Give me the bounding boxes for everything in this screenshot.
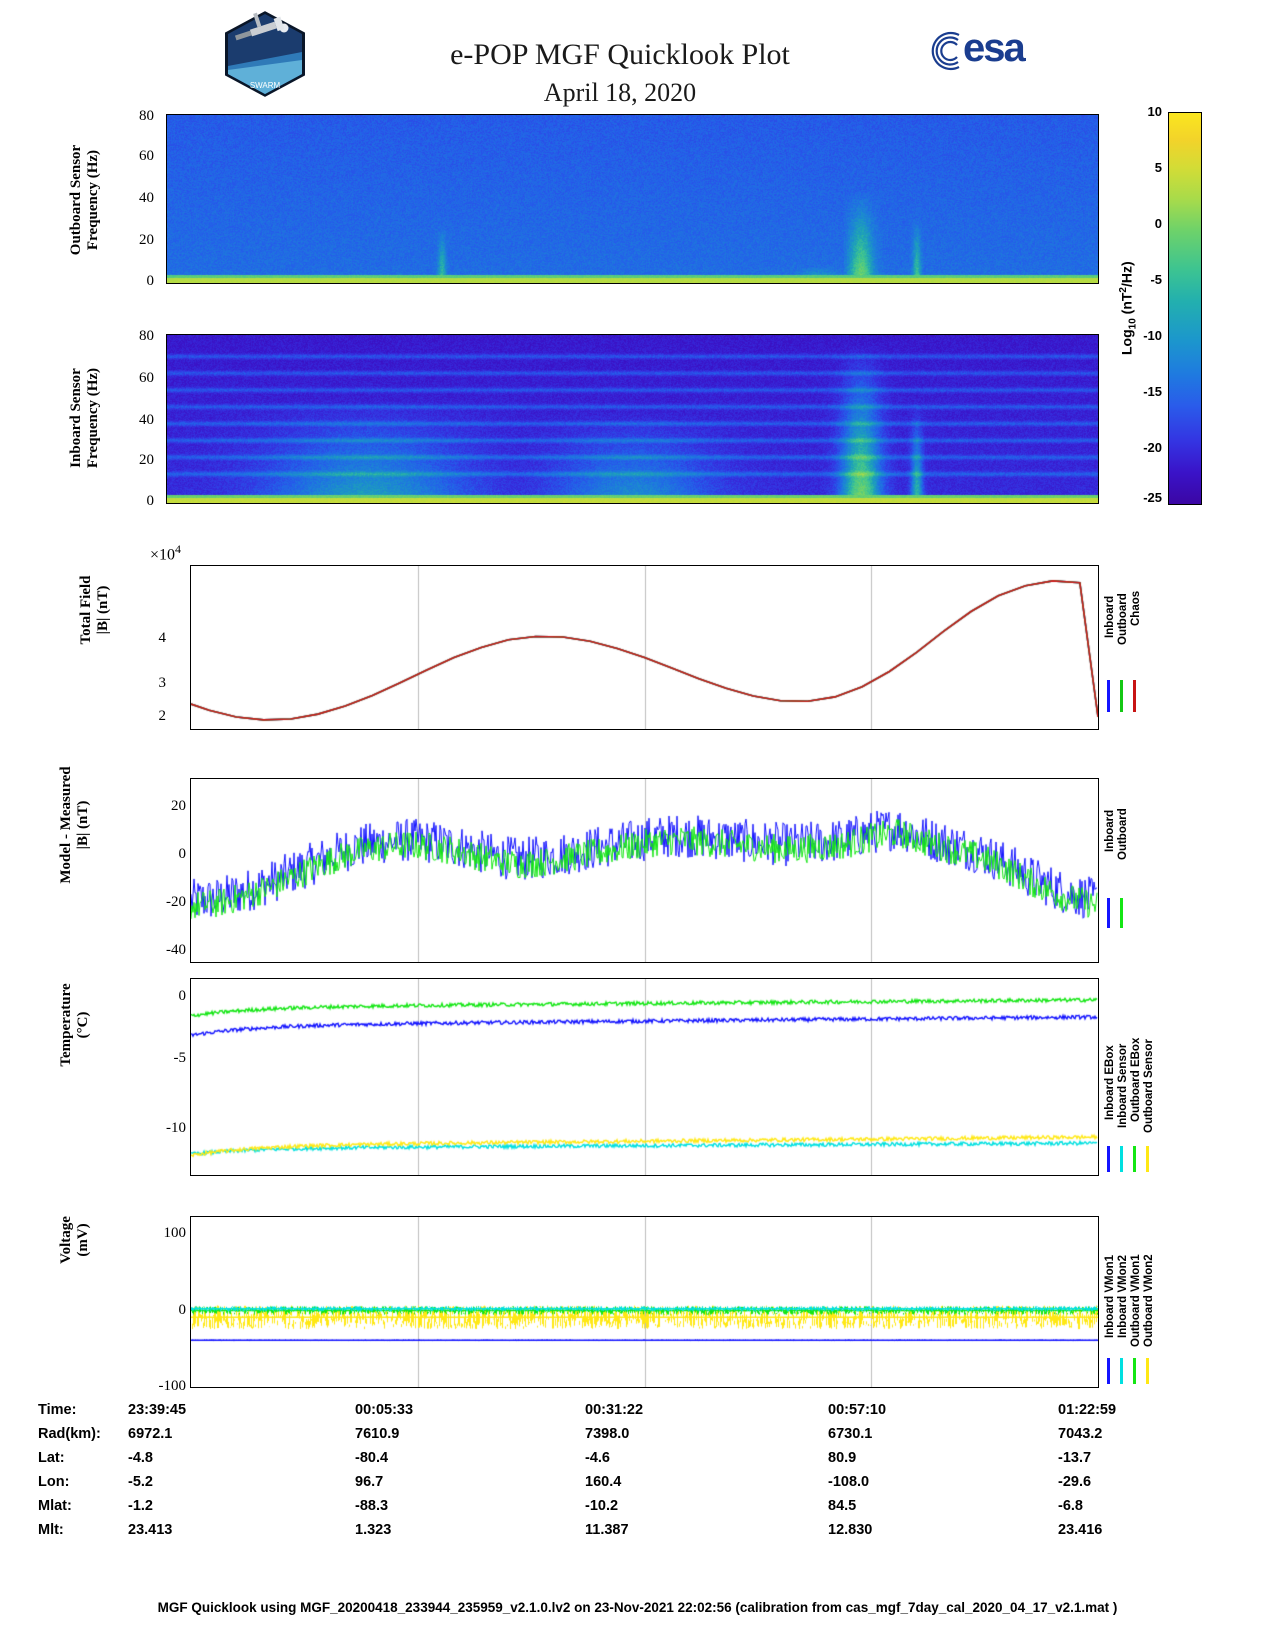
- total-field-exponent: $\times 10^4$: [150, 542, 182, 564]
- cell: 6972.1: [128, 1426, 173, 1442]
- voltage-legend-outboard-vmon2: Outboard VMon2: [1143, 1254, 1155, 1347]
- y-tick: 0: [178, 988, 186, 1004]
- model-measured-legend-outboard: Outboard: [1117, 808, 1129, 860]
- colorbar-tick: -20: [1143, 440, 1162, 455]
- voltage-legend-inboard-vmon1: Inboard VMon1: [1104, 1254, 1116, 1338]
- legend-color-inboard-sensor: [1120, 1146, 1123, 1172]
- legend-color-inboard-ebox: [1107, 1146, 1110, 1172]
- cell: -13.7: [1058, 1450, 1092, 1466]
- legend-color-inboard-vmon1: [1107, 1358, 1110, 1384]
- y-tick: 40: [139, 412, 154, 428]
- total-field-legend-outboard: Outboard: [1117, 593, 1129, 645]
- y-tick: -20: [166, 894, 186, 910]
- voltage-plot: [190, 1216, 1099, 1388]
- colorbar: [1168, 112, 1202, 505]
- cell: 00:57:10: [828, 1402, 887, 1418]
- cell: 1.323: [355, 1522, 392, 1538]
- y-tick: -10: [166, 1120, 186, 1136]
- cell: 00:05:33: [355, 1402, 414, 1418]
- legend-color-outboard: [1120, 680, 1123, 712]
- legend-color-inboard: [1107, 898, 1110, 928]
- cell: 84.5: [828, 1498, 857, 1514]
- y-tick: 60: [139, 370, 154, 386]
- model-measured-legend-inboard: Inboard: [1104, 809, 1116, 852]
- colorbar-tick: -5: [1150, 272, 1162, 287]
- total-field-legend-inboard: Inboard: [1104, 595, 1116, 638]
- y-tick: 0: [178, 1302, 186, 1318]
- cell: -10.2: [585, 1498, 619, 1514]
- esa-wordmark: esa: [963, 26, 1024, 70]
- cell: 7043.2: [1058, 1426, 1103, 1442]
- cell: 11.387: [585, 1522, 629, 1538]
- legend-color-outboard: [1120, 898, 1123, 928]
- page-header: [0, 0, 1275, 105]
- y-tick: 80: [139, 108, 154, 124]
- table-row: [0, 1474, 1275, 1498]
- cell: -4.8: [128, 1450, 153, 1466]
- legend-color-outboard-vmon2: [1146, 1358, 1149, 1384]
- row-label: Lon:: [38, 1474, 70, 1490]
- temperature-legend-outboard-sensor: Outboard Sensor: [1143, 1039, 1155, 1133]
- model-measured-plot: [190, 778, 1099, 963]
- voltage-legend-inboard-vmon2: Inboard VMon2: [1117, 1254, 1129, 1338]
- legend-color-inboard-vmon2: [1120, 1358, 1123, 1384]
- colorbar-tick: 0: [1154, 216, 1162, 231]
- y-tick: 4: [158, 630, 166, 646]
- inboard-spectrogram-ylabel: Inboard Sensor Frequency (Hz): [68, 367, 101, 469]
- colorbar-tick: 10: [1147, 104, 1162, 119]
- y-tick: 60: [139, 148, 154, 164]
- y-tick: 20: [171, 798, 186, 814]
- row-label: Lat:: [38, 1450, 65, 1466]
- cell: 23.416: [1058, 1522, 1103, 1538]
- swarm-satellite-logo-icon: [218, 8, 313, 100]
- temperature-legend-inboard-sensor: Inboard Sensor: [1117, 1043, 1129, 1128]
- outboard-spectrogram-plot: [166, 114, 1099, 284]
- y-tick: 20: [139, 232, 154, 248]
- total-field-plot: [190, 565, 1099, 730]
- legend-color-chaos: [1133, 680, 1136, 712]
- cell: 01:22:59: [1058, 1402, 1117, 1418]
- y-tick: -100: [158, 1378, 186, 1394]
- table-row: [0, 1498, 1275, 1522]
- cell: 12.830: [828, 1522, 873, 1538]
- voltage-ylabel: Voltage (mV): [58, 1216, 91, 1264]
- y-tick: 0: [178, 846, 186, 862]
- cell: 160.4: [585, 1474, 622, 1490]
- temperature-plot: [190, 978, 1099, 1176]
- table-row: [0, 1426, 1275, 1450]
- row-label: Mlat:: [38, 1498, 72, 1514]
- legend-color-inboard: [1107, 680, 1110, 712]
- inboard-spectrogram-plot: [166, 334, 1099, 504]
- cell: -29.6: [1058, 1474, 1092, 1490]
- y-tick: 80: [139, 328, 154, 344]
- outboard-spectrogram-ylabel: Outboard Sensor Frequency (Hz): [68, 144, 101, 256]
- y-tick: -40: [166, 942, 186, 958]
- total-field-legend-chaos: Chaos: [1130, 590, 1142, 626]
- cell: -1.2: [128, 1498, 153, 1514]
- cell: -80.4: [355, 1450, 389, 1466]
- svg-text:SWARM: SWARM: [249, 81, 281, 90]
- colorbar-tick: -10: [1143, 328, 1162, 343]
- y-tick: 3: [158, 675, 166, 691]
- colorbar-tick: -15: [1143, 384, 1162, 399]
- cell: -5.2: [128, 1474, 153, 1490]
- cell: -4.6: [585, 1450, 610, 1466]
- y-tick: 20: [139, 452, 154, 468]
- y-tick: 2: [158, 708, 166, 724]
- table-row: [0, 1522, 1275, 1546]
- cell: 96.7: [355, 1474, 384, 1490]
- temperature-legend-inboard-ebox: Inboard EBox: [1104, 1045, 1116, 1120]
- y-tick: 40: [139, 190, 154, 206]
- cell: -108.0: [828, 1474, 870, 1490]
- colorbar-axis-label: Log$_{10}$ $(nT^2/Hz)$: [1118, 261, 1139, 355]
- voltage-legend-outboard-vmon1: Outboard VMon1: [1130, 1254, 1142, 1347]
- table-row: [0, 1450, 1275, 1474]
- y-tick: 0: [146, 273, 154, 289]
- cell: 23.413: [128, 1522, 173, 1538]
- cell: 00:31:22: [585, 1402, 644, 1418]
- colorbar-tick: -25: [1143, 490, 1162, 505]
- temperature-ylabel: Temperature (°C): [58, 983, 91, 1067]
- cell: 80.9: [828, 1450, 857, 1466]
- legend-color-outboard-vmon1: [1133, 1358, 1136, 1384]
- legend-color-outboard-sensor: [1146, 1146, 1149, 1172]
- total-field-ylabel: Total Field |B| (nT): [78, 575, 111, 645]
- footer-provenance: MGF Quicklook using MGF_20200418_233944_235959_v2.1.0.lv2 on 23-Nov-2021 22:02:56 (calibration from cas_mgf_7day_cal_2020_04_17_v2.1.mat ): [157, 1600, 1118, 1615]
- cell: 7398.0: [585, 1426, 630, 1442]
- cell: 23:39:45: [128, 1402, 187, 1418]
- colorbar-tick: 5: [1154, 160, 1162, 175]
- cell: 6730.1: [828, 1426, 873, 1442]
- legend-color-outboard-ebox: [1133, 1146, 1136, 1172]
- page-title: e-POP MGF Quicklook Plot: [450, 38, 790, 71]
- temperature-legend-outboard-ebox: Outboard EBox: [1130, 1037, 1142, 1122]
- row-label: Time:: [38, 1402, 77, 1418]
- cell: -88.3: [355, 1498, 389, 1514]
- page-subtitle-date: April 18, 2020: [543, 78, 697, 107]
- cell: 7610.9: [355, 1426, 400, 1442]
- y-tick: 0: [146, 493, 154, 509]
- y-tick: 100: [163, 1225, 186, 1241]
- cell: -6.8: [1058, 1498, 1083, 1514]
- y-tick: -5: [173, 1050, 186, 1066]
- ephemeris-table: [0, 1402, 1275, 1546]
- row-label: Rad(km):: [38, 1426, 101, 1442]
- model-measured-ylabel: Model - Measured |B| (nT): [58, 766, 91, 884]
- table-row: [0, 1402, 1275, 1426]
- row-label: Mlt:: [38, 1522, 64, 1538]
